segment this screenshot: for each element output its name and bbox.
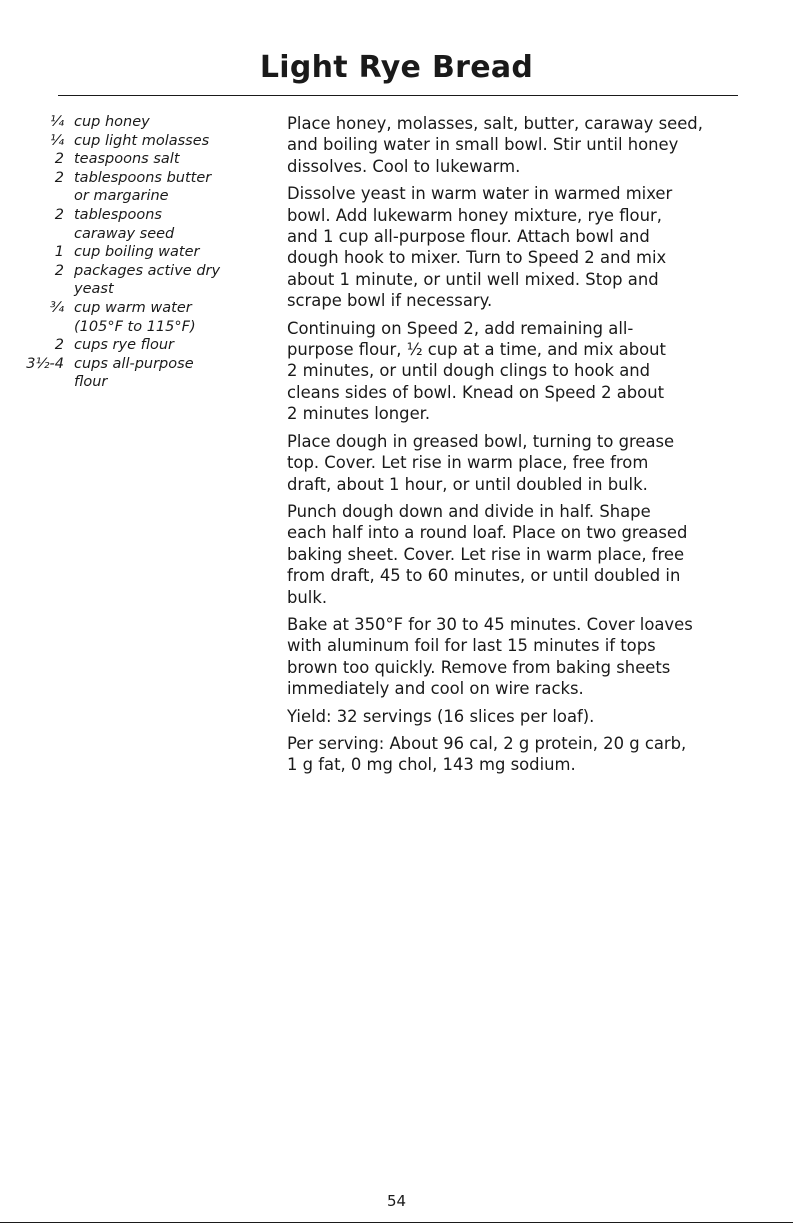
- yield-text: Yield: 32 servings (16 slices per loaf).: [287, 706, 595, 726]
- recipe-title: Light Rye Bread: [259, 50, 534, 85]
- ingredient-name: cup warm water (105°F to 115°F): [74, 299, 196, 335]
- ingredient-quantity: ¼: [49, 132, 64, 149]
- ingredient-item: [20, 169, 270, 206]
- ingredient-quantity: 2: [54, 151, 64, 168]
- ingredient-list: [20, 113, 270, 392]
- ingredient-item: [20, 336, 270, 355]
- ingredient-item: [20, 262, 270, 299]
- ingredient-quantity: 1: [54, 244, 64, 261]
- nutrition-text: Per serving: About 96 cal, 2 g protein, 20 g carb, 1 g fat, 0 mg chol, 143 mg sodium.: [287, 733, 687, 775]
- ingredient-item: [20, 150, 270, 169]
- ingredient-name: cups rye flour: [74, 337, 174, 354]
- page-number: 54: [386, 1192, 407, 1210]
- ingredient-name: cup boiling water: [74, 244, 200, 261]
- instruction-step: Dissolve yeast in warm water in warmed mixer bowl. Add lukewarm honey mixture, rye flour, and 1 cup all-purpose flour. Attach bowl and dough hook to mixer. Turn to Speed 2 and mix about 1 minute, or until well mixed. Stop and scrape bowl if necessary.: [287, 184, 673, 311]
- ingredient-name: cup honey: [74, 114, 150, 130]
- ingredient-name: cup light molasses: [74, 132, 210, 149]
- ingredient-name: teaspoons salt: [74, 151, 180, 168]
- ingredient-quantity: 2: [54, 206, 64, 223]
- ingredient-item: [20, 113, 270, 132]
- bottom-divider: [0, 1222, 793, 1223]
- title-divider: [58, 95, 738, 96]
- ingredient-quantity: 2: [54, 337, 64, 354]
- ingredient-quantity: ¼: [49, 114, 64, 130]
- ingredient-quantity: 3½-4: [26, 355, 64, 372]
- ingredient-quantity: 2: [54, 262, 64, 279]
- instruction-step: Continuing on Speed 2, add remaining all- purpose flour, ½ cup at a time, and mix about 2 minutes, or until dough clings to hook and cleans sides of bowl. Knead on Speed 2 about 2 minutes longer.: [287, 318, 666, 424]
- ingredient-name: tablespoons caraway seed: [74, 206, 175, 242]
- ingredient-item: [20, 355, 270, 392]
- instruction-step: Place dough in greased bowl, turning to grease top. Cover. Let rise in warm place, free from draft, about 1 hour, or until doubled in bulk.: [287, 431, 675, 494]
- ingredient-name: packages active dry yeast: [74, 262, 221, 298]
- ingredient-item: [20, 206, 270, 243]
- ingredient-quantity: 2: [54, 169, 64, 186]
- ingredient-name: tablespoons butter or margarine: [74, 169, 212, 205]
- instruction-step: Bake at 350°F for 30 to 45 minutes. Cover loaves with aluminum foil for last 15 minutes if tops brown too quickly. Remove from baking sheets immediately and cool on wire racks.: [287, 614, 693, 699]
- instruction-step: Punch dough down and divide in half. Shape each half into a round loaf. Place on two greased baking sheet. Cover. Let rise in warm place, free from draft, 45 to 60 minutes, or until doubled in bulk.: [287, 501, 688, 607]
- instructions: [287, 113, 757, 782]
- ingredient-name: cups all-purpose flour: [74, 355, 194, 391]
- ingredient-item: [20, 299, 270, 336]
- ingredient-quantity: ¾: [49, 299, 64, 316]
- ingredient-item: [20, 132, 270, 151]
- ingredient-item: [20, 243, 270, 262]
- instruction-step: Place honey, molasses, salt, butter, caraway seed, and boiling water in small bowl. Stir until honey dissolves. Cool to lukewarm.: [287, 114, 703, 176]
